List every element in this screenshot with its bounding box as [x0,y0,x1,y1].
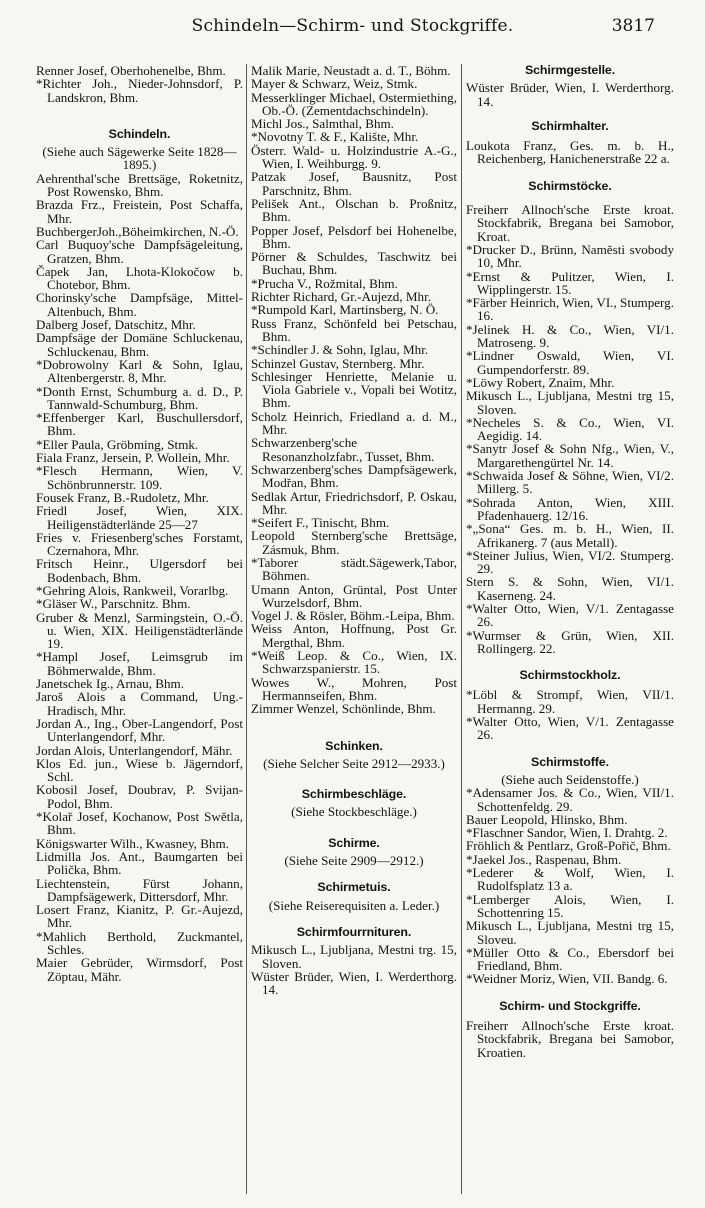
entry: *Mahlich Berthold, Zuckmantel, Schles. [36,928,243,957]
entry: Vogel J. & Rösler, Böhm.-Leipa, Bhm. [251,608,455,624]
section-heading: Schirmhalter. [531,118,609,133]
entry: Friedl Josef, Wien, XIX. Heiligenstädterlände 25—27 [36,503,243,532]
entry: Stern S. & Sohn, Wien, VI/1. Kaserneng. 24. [466,574,674,603]
cross-reference: (Siehe Selcher Seite 2912—2933.) [263,755,445,771]
entry: Zimmer Wenzel, Schönlinde, Bhm. [251,701,436,717]
entry: Fröhlich & Pentlarz, Groß-Pořič, Bhm. [466,838,671,854]
entry: Maier Gebrüder, Wirmsdorf, Post Zöptau, Mähr. [36,955,243,984]
entry: *Jaekel Jos., Raspenau, Bhm. [466,851,622,867]
entry: BuchbergerJoh.,Böheimkirchen, N.-Ö. [36,223,239,239]
section-heading: Schirmstoffe. [531,754,609,769]
section-heading: Schinken. [325,738,383,753]
section-heading: Schirmetuis. [317,880,391,895]
entry: Weiss Anton, Hoffnung, Post Gr. Mergthal, Bhm. [251,621,457,650]
entry: *Flaschner Sandor, Wien, I. Drahtg. 2. [466,825,668,841]
entry: Russ Franz, Schönfeld bei Petschau, Bhm. [251,315,457,344]
entry: Fousek Franz, B.-Rudoletz, Mhr. [36,489,209,505]
entry: Pelišek Ant., Olschan b. Proßnitz, Bhm. [251,195,457,225]
entry: *Dobrowolny Karl & Sohn, Iglau, Altenbergerstr. 8, Mhr. [36,356,243,386]
cross-reference: (Siehe Reiserequisiten a. Leder.) [268,897,440,913]
entry: Dampfsäge der Domäne Schluckenau, Schluckenau, Bhm. [36,330,243,359]
entry: Renner Josef, Oberhohenelbe, Bhm. [36,64,226,78]
running-title: Schindeln—Schirm- und Stockgriffe. [191,16,514,36]
entry: *Sanytr Josef & Sohn Nfg., Wien, V., Margarethengürtel Nr. 14. [466,441,674,470]
entry: Wüster Brüder, Wien, I. Werderthorg. 14. [466,80,674,109]
cross-reference: (Siehe Stockbeschläge.) [291,804,417,820]
entry: *Müller Otto & Co., Ebersdorf bei Friedland, Bhm. [466,944,674,974]
entry: *Hampl Josef, Leimsgrub im Böhmerwalde, Bhm. [36,649,243,678]
entry: *Steiner Julius, Wien, VI/2. Stumperg. 29. [466,547,674,577]
entry: *Novotny T. & F., Kalište, Mhr. [251,129,419,145]
entry: Loukota Franz, Ges. m. b. H., Reichenberg, Hanichenerstraße 22 a. [466,138,674,167]
entry: Chorinsky'sche Dampfsäge, Mittel-Altenbuch, Bhm. [36,290,243,319]
entry: Jordan Alois, Unterlangendorf, Mähr. [36,742,233,758]
entry: Patzak Josef, Bausnitz, Post Parschnitz, Bhm. [251,169,457,198]
entry: *„Sona“ Ges. m. b. H., Wien, II. Afrikanerg. 7 (aus Metall). [466,521,674,550]
entry: Schwarzenberg'sches Dampfsägewerk, Modřan, Bhm. [251,461,457,491]
section-heading: Schindeln. [108,126,171,141]
entry: Čapek Jan, Lhota-Klokočow b. Chotebor, Bhm. [36,263,243,293]
entry: *Prucha V., Rožmital, Bhm. [251,275,398,291]
entry: Jordan A., Ing., Ober-Langendorf, Post Unterlangendorf, Mhr. [36,715,243,745]
section-heading: Schirmbeschläge. [301,787,407,802]
entry: Klos Ed. jun., Wiese b. Jägerndorf, Schl. [36,755,243,785]
entry: Lidmilla Jos. Ant., Baumgarten bei Polička, Bhm. [36,848,243,878]
entry: *Walter Otto, Wien, V/1. Zentagasse 26. [466,714,674,743]
entry: Mayer & Schwarz, Weiz, Stmk. [251,76,418,92]
entry: Liechtenstein, Fürst Johann, Dampfsägewerk, Dittersdorf, Mhr. [36,875,243,904]
entry: Messerklinger Michael, Ostermiething, Ob.-Ö. (Zementdachschindeln). [251,89,457,118]
entry: Königswarter Wilh., Kwasney, Bhm. [36,835,229,851]
entry: Schwarzenberg'sche Resonanzholzfabr., Tusset, Bhm. [251,435,435,464]
entry: Losert Franz, Kianitz, P. Gr.-Aujezd, Mhr. [36,902,243,931]
section-heading: Schirme. [328,835,380,850]
entry: Österr. Wald- u. Holzindustrie A.-G., Wien, I. Weihburgg. 9. [251,142,457,172]
entry: Sedlak Artur, Friedrichsdorf, P. Oskau, Mhr. [251,488,457,517]
column-rule-left [246,64,247,1194]
entry: Mikusch L., Ljubljana, Mestni trg 15, Sloven. [466,388,674,417]
entry: Carl Buquoy'sche Dampfsägeleitung, Gratzen, Bhm. [36,237,243,266]
column-left [36,64,243,1200]
entry: Gruber & Menzl, Sarmingstein, O.-Ö. u. Wien, XIX. Heiligenstädterlände 19. [36,609,243,652]
entry: Mikusch L., Ljubljana, Mestni trg 15, Sloveu. [466,918,674,947]
cross-reference: (Siehe Seite 2909—2912.) [284,853,424,869]
entry: *Jelinek H. & Co., Wien, VI/1. Matroseng. 9. [466,321,674,351]
entry: *Taborer städt.Sägewerk,Tabor, Böhmen. [251,554,457,584]
entry: Schinzel Gustav, Sternberg. Mhr. [251,355,425,371]
entry: Fries v. Friesenberg'sches Forstamt, Czernahora, Mhr. [36,529,243,559]
entry: Umann Anton, Grüntal, Post Unter Wurzelsdorf, Bhm. [251,581,457,610]
entry: *Eller Paula, Gröbming, Stmk. [36,436,199,452]
entry: Leopold Sternberg'sche Brettsäge, Zásmuk, Bhm. [251,528,457,557]
entry: *Lindner Oswald, Wien, VI. Gumpendorferstr. 89. [466,348,674,377]
entry: *Drucker D., Brünn, Naměsti svobody 10, Mhr. [466,241,674,271]
entry: *Sohrada Anton, Wien, XIII. Pfadenhauerg. 12/16. [466,494,674,523]
page-number: 3817 [611,16,655,36]
entry: Janetschek Ig., Arnau, Bhm. [36,676,185,692]
entry: *Ernst & Pulitzer, Wien, I. Wipplingerstr. 15. [466,268,674,297]
entry: Freiherr Allnoch'sche Erste kroat. Stockfabrik, Bregana bei Samobor, Kroatien. [466,1018,674,1060]
section-heading: Schirmstöcke. [528,178,612,193]
entry: Richter Richard, Gr.-Aujezd, Mhr. [251,289,431,305]
entry: *Gläser W., Parschnitz. Bhm. [36,596,191,612]
entry: *Adensamer Jos. & Co., Wien, VII/1. Schottenfeldg. 29. [466,785,674,814]
entry: Mikusch L., Ljubljana, Mestni trg. 15, Sloven. [251,942,457,971]
entry: Fritsch Heinr., Ulgersdorf bei Bodenbach, Bhm. [36,556,243,585]
entry: *Kolař Josef, Kochanow, Post Swětla, Bhm. [36,809,243,838]
entry: *Richter Joh., Nieder-Johnsdorf, P. Landskron, Bhm. [36,76,243,105]
entry: *Seifert F., Tinischt, Bhm. [251,515,390,531]
entry: Bauer Leopold, Hlinsko, Bhm. [466,811,628,827]
entry: Schlesinger Henriette, Melanie u. Viola Gabriele v., Vopali bei Wotitz, Bhm. [251,368,457,411]
section-heading: Schirmgestelle. [524,64,616,77]
entry: *Flesch Hermann, Wien, V. Schönbrunnerstr. 109. [36,463,243,492]
entry: *Wurmser & Grün, Wien, XII. Rollingerg. 22. [466,627,674,656]
entry: *Lederer & Wolf, Wien, I. Rudolfsplatz 13 a. [466,865,674,894]
entry: *Weidner Moriz, Wien, VII. Bandg. 6. [466,971,668,987]
entry: Scholz Heinrich, Friedland a. d. M., Mhr. [251,408,457,438]
entry: *Färber Heinrich, Wien, VI., Stumperg. 16. [466,295,674,324]
entry: *Rumpold Karl, Martinsberg, N. Ö. [251,302,439,318]
entry: *Schwaida Josef & Söhne, Wien, VI/2. Millerg. 5. [466,468,674,497]
entry: Dalberg Josef, Datschitz, Mhr. [36,317,196,333]
entry: Pörner & Schuldes, Taschwitz bei Buchau, Bhm. [251,249,457,278]
section-heading: Schirm- und Stockgriffe. [499,998,641,1013]
entry: *Löwy Robert, Znaim, Mhr. [466,374,615,390]
entry: Malik Marie, Neustadt a. d. T., Böhm. [251,64,451,78]
cross-reference: (Siehe auch Seidenstoffe.) [501,771,639,787]
entry: Jaroš Alois a Command, Ung.-Hradisch, Mhr. [36,689,243,718]
section-heading: Schirmstockholz. [519,668,621,683]
entry: Fiala Franz, Jersein, P. Wollein, Mhr. [36,450,230,466]
entry: *Löbl & Strompf, Wien, VII/1. Hermanng. 29. [466,687,674,716]
entry: Brazda Frz., Freistein, Post Schaffa, Mhr. [36,197,243,226]
entry: Aehrenthal'sche Brettsäge, Roketnitz, Post Rowensko, Bhm. [36,170,243,200]
entry: *Effenberger Karl, Buschullersdorf, Bhm. [36,410,243,439]
column-rule-right [461,64,462,1194]
entry: *Necheles S. & Co., Wien, VI. Aegidig. 14. [466,414,674,444]
column-middle [251,64,457,1200]
section-heading: Schirmfourrnituren. [296,924,412,939]
entry: Popper Josef, Pelsdorf bei Hohenelbe, Bhm. [251,222,457,251]
entry: *Schindler J. & Sohn, Iglau, Mhr. [251,342,429,358]
entry: *Weiß Leop. & Co., Wien, IX. Schwarzspanierstr. 15. [251,648,457,677]
entry: Wüster Brüder, Wien, I. Werderthorg. 14. [251,968,457,998]
cross-reference: (Siehe auch Sägewerke Seite 1828—1895.) [42,144,237,173]
entry: Kobosil Josef, Doubrav, P. Svijan-Podol, Bhm. [36,782,243,811]
column-right [466,64,674,1200]
entry: Michl Jos., Salmthal, Bhm. [251,116,394,132]
entry: Freiherr Allnoch'sche Erste kroat. Stockfabrik, Bregana bei Samobor, Kroat. [466,202,674,244]
entry: *Donth Ernst, Schumburg a. d. D., P. Tannwald-Schumburg, Bhm. [36,383,243,412]
page-header [0,16,705,42]
entry: *Gehring Alois, Rankweil, Vorarlbg. [36,582,229,598]
entry: Wowes W., Mohren, Post Hermannseifen, Bhm. [251,674,457,703]
entry: *Lemberger Alois, Wien, I. Schottenring 15. [466,891,674,920]
entry: *Walter Otto, Wien, V/1. Zentagasse 26. [466,600,674,630]
